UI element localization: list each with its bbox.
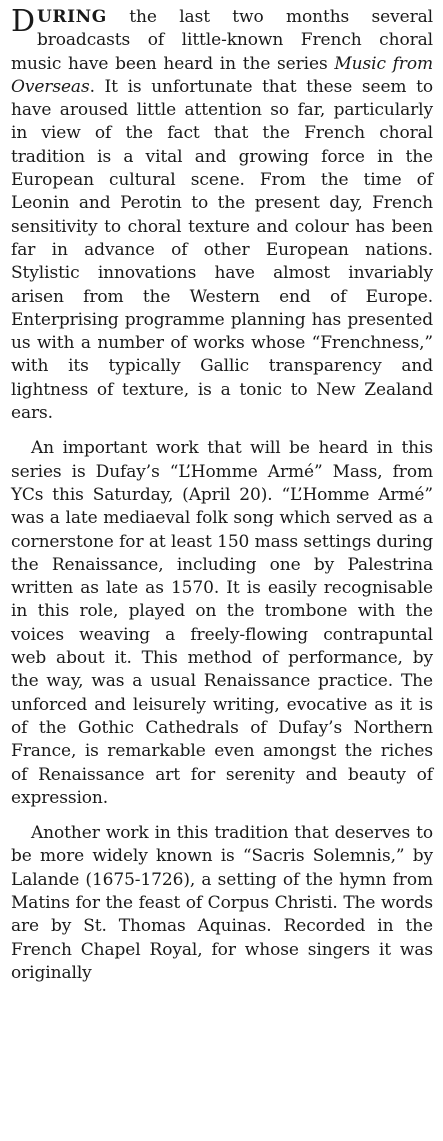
paragraph-1-text-b: . It is unfortunate that these seem to have aroused little attention so far, particularly in view of the fact that the French choral tradition is a vital and growing force in the European cultural scene. From the time of Leonin and Perotin to the present day, French sensitivity to choral texture and colour has been far in advance of other European nations. Stylistic innovations have almost invariably arisen from the Western end of Europe. Enterprising programme planning has presented us with a number of works whose “Frenchness,” with its typically Gallic transparency and lightness of texture, is a tonic to New Zealand ears. [11, 76, 433, 424]
drop-cap: D [11, 4, 35, 39]
lead-in: URING [36, 7, 107, 27]
paragraph-1-text-a: the last two months several broadcasts of little-known French choral music have been heard in the series [11, 7, 433, 74]
paragraph-3: Another work in this tradition that deserves to be more widely known is “Sacris Solemnis,” by Lalande (1675-1726), a setting of the hymn from Matins for the feast of Corpus Christi. The words are by St. Thomas Aquinas. Recorded in the French Chapel Royal, for whose singers it was originally [11, 823, 433, 983]
paragraph-2: An important work that will be heard in this series is Dufay’s “L’Homme Armé” Mass, from YCs this Saturday, (April 20). “L’Homme Armé” was a late mediaeval folk song which served as a cornerstone for at least 150 mass settings during the Renaissance, including one by Palestrina written as late as 1570. It is easily recognisable in this role, played on the trombone with the voices weaving a freely-flowing contrapuntal web about it. This method of performance, by the way, was a usual Renaissance practice. The unforced and leisurely writing, evocative as it is of the Gothic Cathedrals of Dufay’s Northern France, is remarkable even amongst the riches of Renaissance art for serenity and beauty of expression. [11, 438, 433, 808]
paragraph-1 [11, 6, 433, 425]
series-title: Music from Overseas [11, 53, 433, 97]
